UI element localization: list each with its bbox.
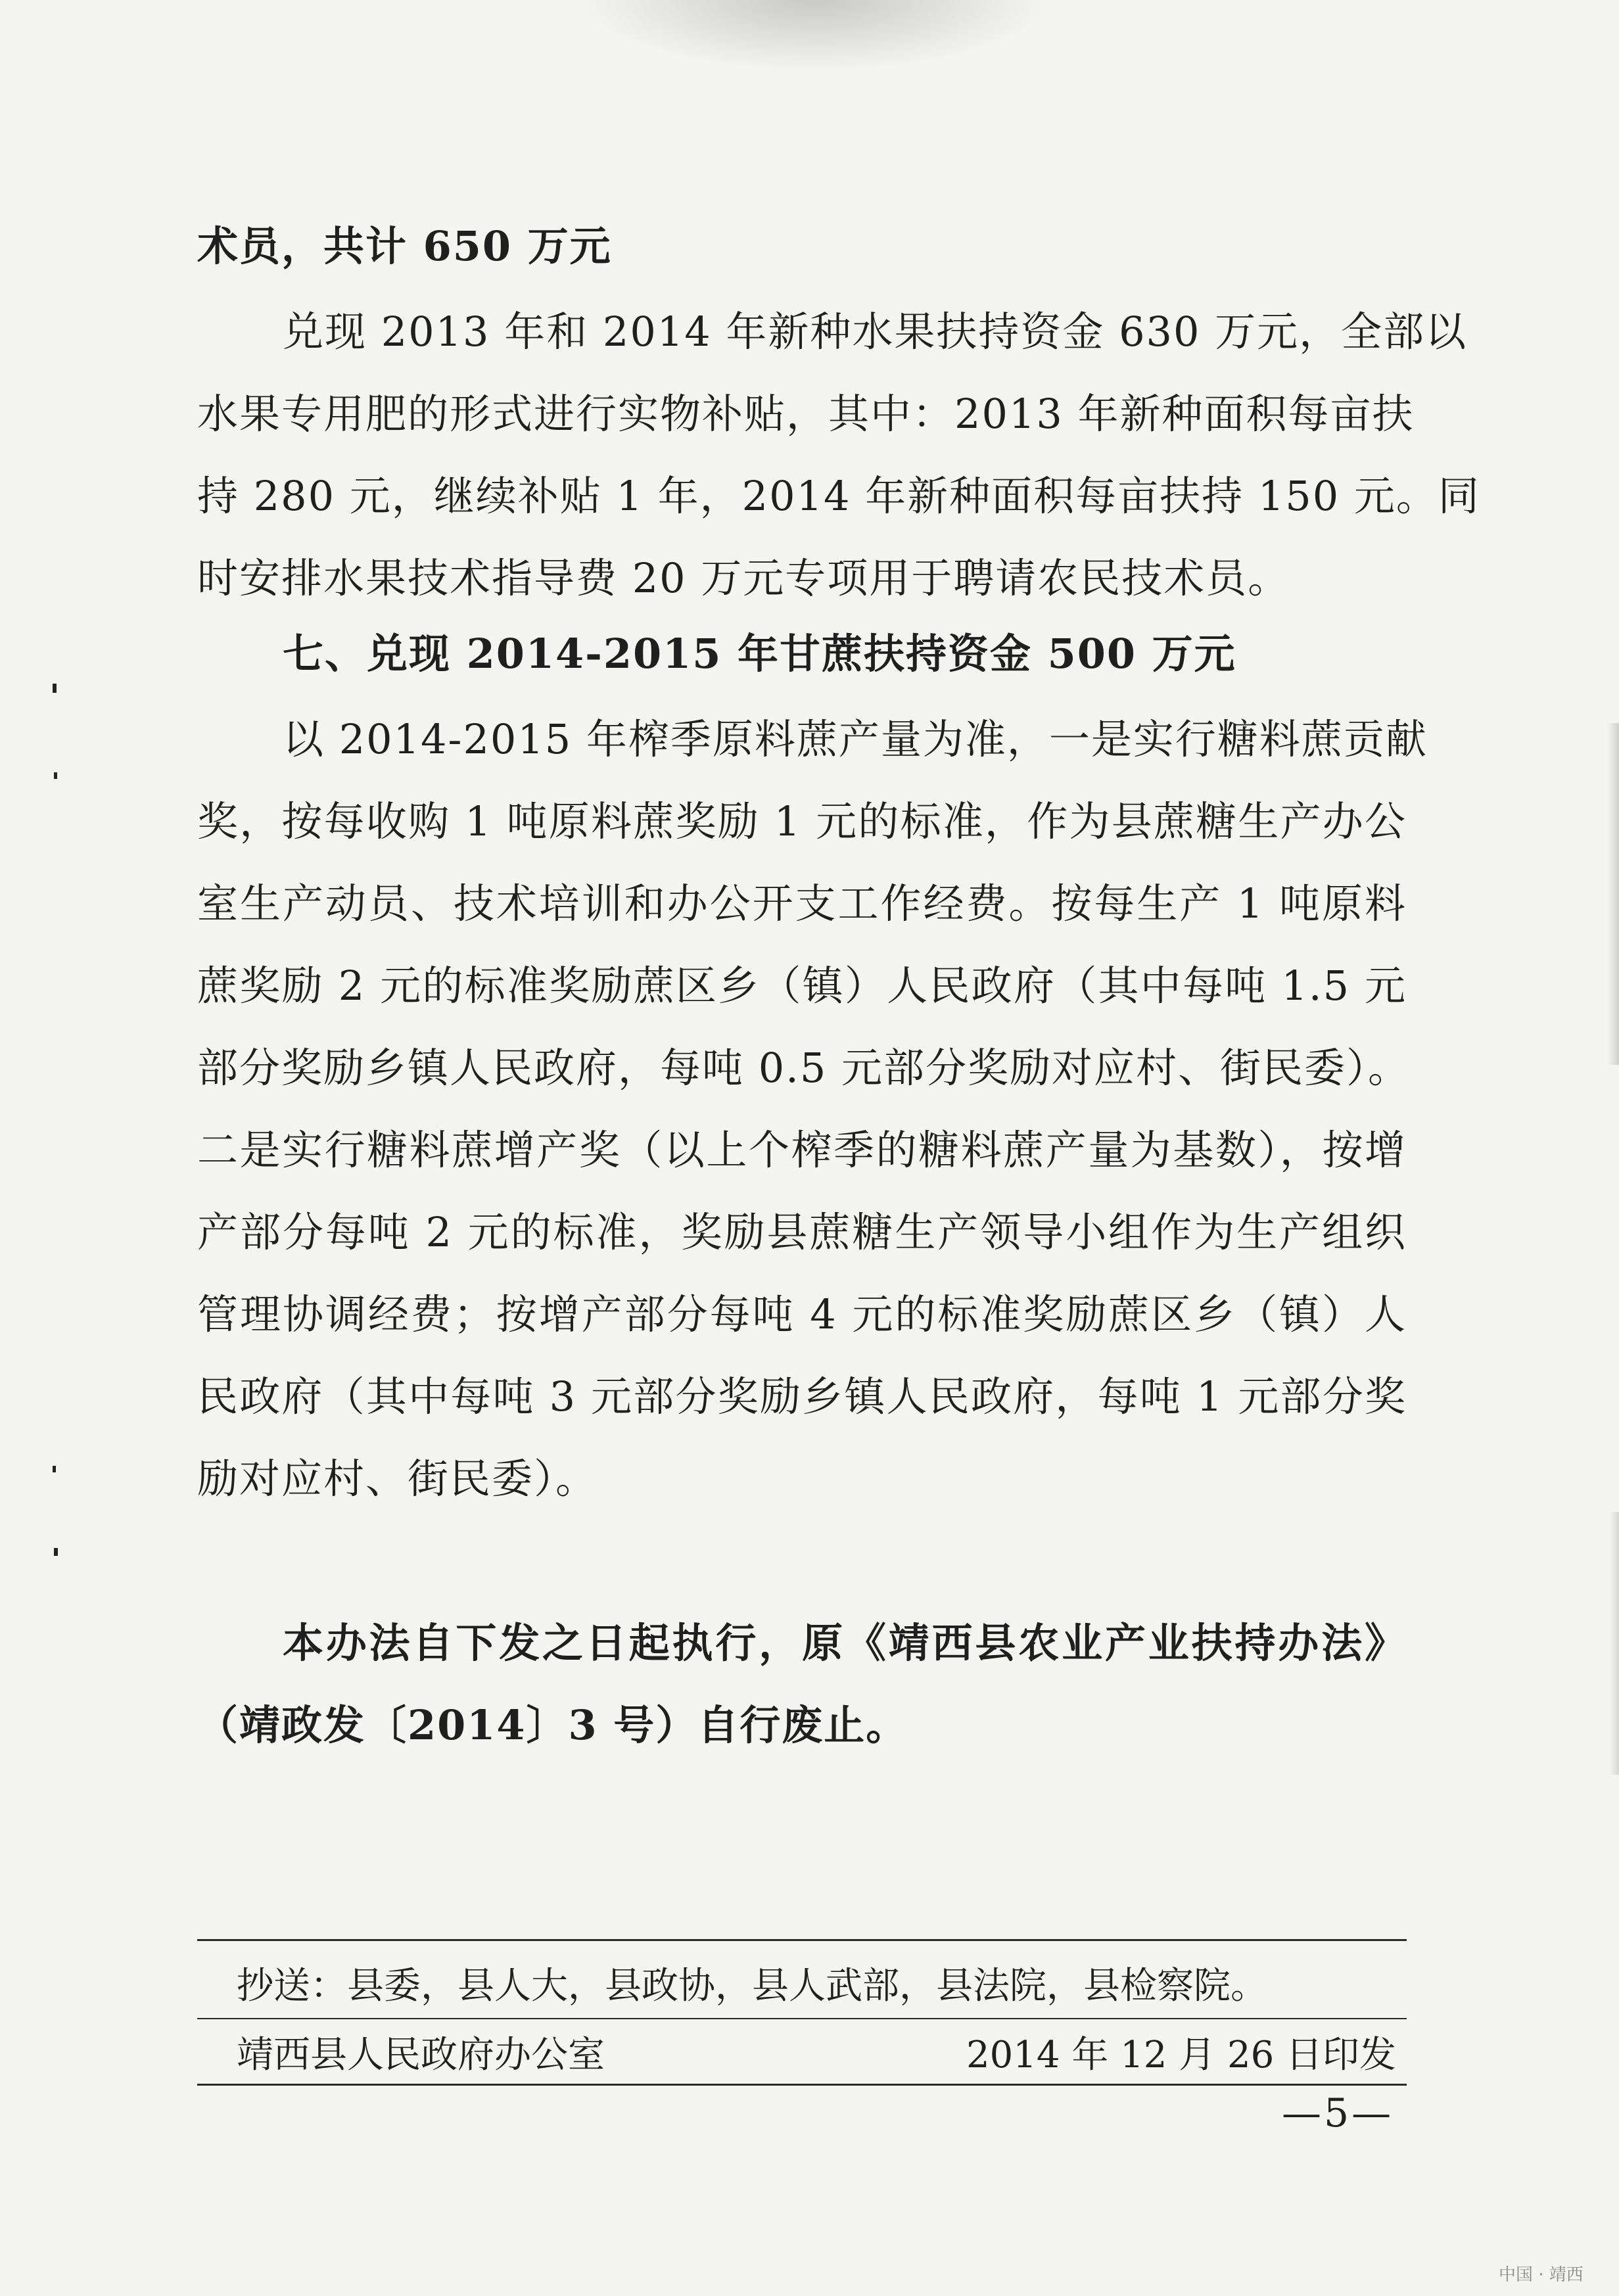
body-line: 时安排水果技术指导费 20 万元专项用于聘请农民技术员。: [197, 554, 1290, 602]
body-line: 术员，共计 650 万元: [197, 222, 612, 270]
issuer: 靖西县人民政府办公室: [237, 2034, 605, 2076]
section-heading: 七、兑现 2014-2015 年甘蔗扶持资金 500 万元: [283, 630, 1236, 678]
body-line: 民政府（其中每吨 3 元部分奖励乡镇人民政府，每吨 1 元部分奖: [197, 1372, 1407, 1420]
body-line: 部分奖励乡镇人民政府，每吨 0.5 元部分奖励对应村、街民委）。: [197, 1044, 1411, 1092]
scan-shadow: [578, 0, 1052, 72]
body-line: 水果专用肥的形式进行实物补贴，其中：2013 年新种面积每亩扶: [197, 390, 1415, 438]
closing-line: 本办法自下发之日起执行，原《靖西县农业产业扶持办法》: [283, 1619, 1407, 1667]
body-line: 蔗奖励 2 元的标准奖励蔗区乡（镇）人民政府（其中每吨 1.5 元: [197, 962, 1407, 1010]
cc-line: 抄送：县委，县人大，县政协，县人武部，县法院，县检察院。: [237, 1965, 1267, 2007]
body-line: 管理协调经费；按增产部分每吨 4 元的标准奖励蔗区乡（镇）人: [197, 1290, 1407, 1338]
body-line: 持 280 元，继续补贴 1 年，2014 年新种面积每亩扶持 150 元。同: [197, 472, 1480, 520]
body-line: 产部分每吨 2 元的标准，奖励县蔗糖生产领导小组作为生产组织: [197, 1208, 1407, 1256]
body-line: 二是实行糖料蔗增产奖（以上个榨季的糖料蔗产量为基数），按增: [197, 1126, 1407, 1174]
scan-speck: [54, 772, 57, 779]
closing-line: （靖政发〔2014〕3 号）自行废止。: [197, 1701, 908, 1749]
print-date: 2014 年 12 月 26 日印发: [966, 2034, 1397, 2076]
scan-speck: [54, 1548, 58, 1556]
body-line: 以 2014-2015 年榨季原料蔗产量为准，一是实行糖料蔗贡献: [283, 715, 1428, 763]
scan-edge: [1607, 723, 1619, 1065]
footer-rule-bottom: [197, 2084, 1407, 2086]
scan-speck: [53, 684, 57, 693]
body-line: 兑现 2013 年和 2014 年新种水果扶持资金 630 万元，全部以: [283, 308, 1468, 356]
footer-rule-middle: [197, 2018, 1407, 2019]
footer-rule-top: [197, 1939, 1407, 1941]
body-line: 奖，按每收购 1 吨原料蔗奖励 1 元的标准，作为县蔗糖生产办公: [197, 797, 1407, 845]
scan-speck: [53, 1466, 56, 1472]
watermark: 中国 · 靖西: [1499, 2265, 1584, 2285]
page-number: —5—: [1282, 2090, 1394, 2136]
scan-edge: [1610, 1512, 1619, 1775]
body-line: 励对应村、街民委）。: [197, 1455, 598, 1503]
body-line: 室生产动员、技术培训和办公开支工作经费。按每生产 1 吨原料: [197, 879, 1407, 927]
